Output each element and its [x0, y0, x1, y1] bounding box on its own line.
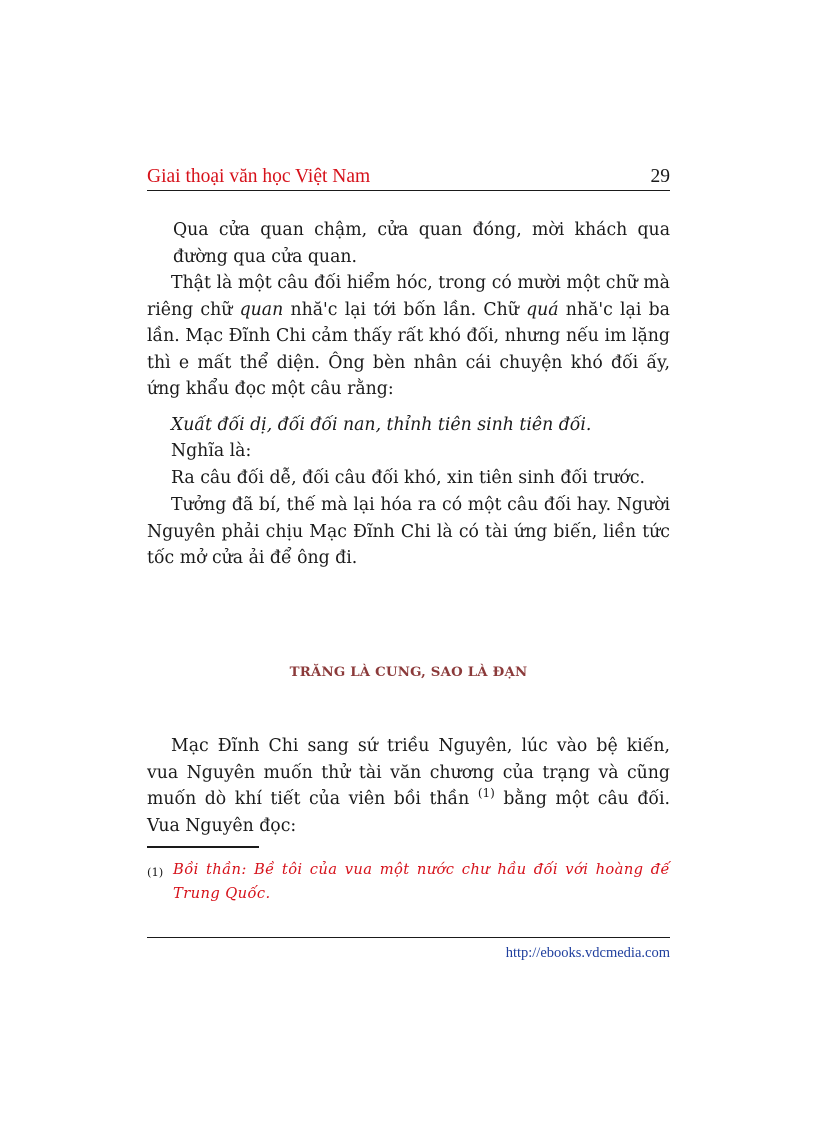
block-quote-text: Qua cửa quan chậm, cửa quan đóng, mời khách qua đường qua cửa quan. [173, 220, 670, 267]
paragraph-1-text-c: nhă'c lại ba lần. Mạc Đĩnh Chi cảm thấy rất khó đối, nhưng nếu im lặng thì e mất thể diện. Ông bèn nhân cái chuyện khó đối ấy, ứng khẩu đọc một câu rằng: [147, 299, 670, 399]
footnote-divider [147, 846, 259, 848]
running-header-title: Giai thoại văn học Việt Nam [147, 166, 371, 187]
couplet-original: Xuất đối dị, đối đối nan, thỉnh tiên sinh tiên đối. [171, 415, 592, 435]
paragraph-1 [147, 270, 670, 403]
emphasis-quan: quan [239, 299, 284, 320]
footnote-text: Bồi thần: Bề tôi của vua một nước chư hầu đối với hoàng đế Trung Quốc. [173, 861, 670, 902]
paragraph-1-text-a: Thật là một câu đối hiểm hóc, trong có mười một chữ mà riêng chữ [147, 273, 670, 320]
couplet-translation: Ra câu đối dễ, đối câu đối khó, xin tiên sinh đối trước. [171, 468, 645, 488]
footnote-reference[interactable]: (1) [477, 786, 495, 800]
section-heading: TRĂNG LÀ CUNG, SAO LÀ ĐẠN [289, 665, 528, 680]
footer-divider [147, 937, 670, 938]
emphasis-qua: quá [526, 299, 559, 320]
paragraph-2: Tưởng đã bí, thế mà lại hóa ra có một câu đối hay. Người Nguyên phải chịu Mạc Đĩnh Chi là có tài ứng biến, liền tức tốc mở cửa ải để ông đi. [147, 495, 670, 568]
paragraph-3-text-a: Mạc Đĩnh Chi sang sứ triều Nguyên, lúc vào bệ kiến, vua Nguyên muốn thử tài văn chương của trạng và cũng muốn dò khí tiết của viên bồi thần [147, 736, 670, 809]
footnote-marker: (1) [147, 865, 164, 879]
page-number: 29 [650, 166, 670, 187]
block-quote [147, 217, 670, 270]
running-header [147, 166, 670, 191]
paragraph-1-text-b: nhă'c lại tới bốn lần. Chữ [283, 299, 527, 320]
paragraph-3 [147, 733, 670, 839]
footnote [147, 858, 670, 906]
book-page [147, 0, 670, 1123]
paragraph-3-text-b: bằng một câu đối. Vua Nguyên đọc: [147, 789, 670, 836]
footer-link[interactable]: http://ebooks.vdcmedia.com [505, 945, 670, 961]
meaning-label: Nghĩa là: [171, 441, 252, 461]
